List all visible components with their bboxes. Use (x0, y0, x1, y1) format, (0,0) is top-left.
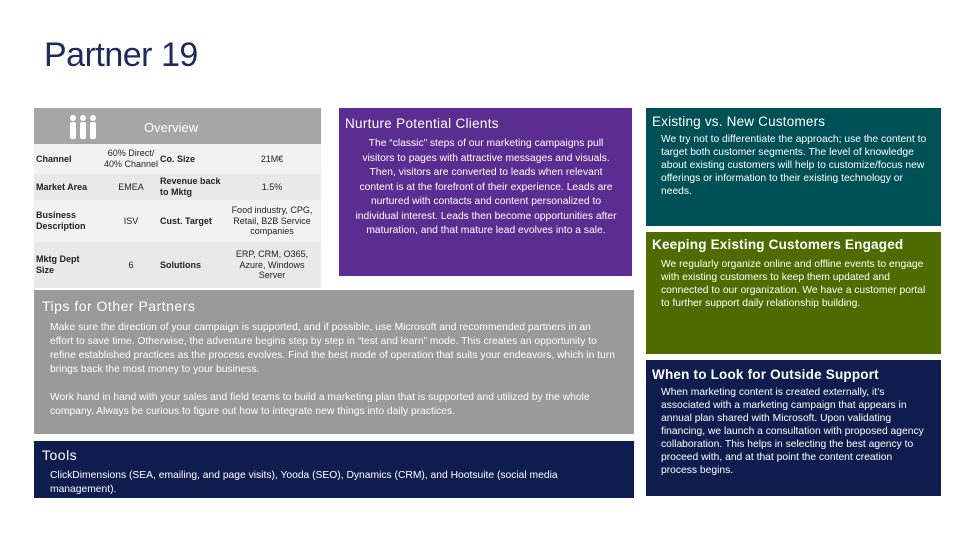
cell-value: 60% Direct/ 40% Channel (103, 148, 159, 169)
cell-label: Market Area (36, 181, 88, 192)
cell-value: ISV (123, 215, 139, 226)
existing-title: Existing vs. New Customers (652, 114, 826, 129)
keeping-engaged-panel (646, 232, 941, 354)
cell-label: Channel (36, 153, 72, 164)
cell-label: Revenue back to Mktg (160, 176, 221, 197)
outside-support-panel (646, 360, 941, 496)
cell-value: EMEA (118, 181, 144, 192)
tools-body: ClickDimensions (SEA, emailing, and page visits), Yooda (SEO), Dynamics (CRM), and Hootsuite (social media management). (50, 470, 558, 495)
existing-vs-new-panel (646, 108, 941, 226)
cell-value: 6 (128, 259, 134, 270)
cell-label: Cust. Target (160, 215, 212, 226)
cell-label: Mktg Dept Size (36, 254, 80, 275)
overview-header (34, 108, 321, 144)
nurture-title: Nurture Potential Clients (345, 116, 499, 131)
tools-title: Tools (42, 447, 78, 463)
overview-table (34, 108, 321, 288)
keeping-title: Keeping Existing Customers Engaged (652, 237, 904, 252)
cell-label: Business Description (36, 210, 86, 231)
people-icon (68, 114, 98, 140)
outside-body: When marketing content is created externally, it’s associated with a marketing campaign that appears in annual plan shared with Microsoft. Upon validating financing, we launch a consultation with proposed agency collaboration. This helps in selecting the best agency to proceed with, and at that point the content creation process begins. (661, 387, 924, 476)
cell-label: Co. Size (160, 153, 196, 164)
tools-panel (34, 441, 634, 498)
nurture-body: The “classic” steps of our marketing campaigns pull visitors to pages with attractive messages and visuals. Then, visitors are converted to leads when relevant content is at the forefront of their experience. Leads are nurtured with contacts and content personalized to individual interest. Leads then become opportunities after maturation, and that mature lead evolves into a sale. (355, 138, 617, 236)
existing-body: We try not to differentiate the approach; use the content to target both customer segments. The level of knowledge about existing customers will help to customize/focus new offerings or information to their existing technology or needs. (661, 134, 927, 197)
tips-panel (34, 290, 634, 434)
overview-title: Overview (144, 120, 199, 135)
tips-paragraph: Work hand in hand with your sales and field teams to build a marketing plan that is supported and utilized by the whole company. Always be curious to figure out how to integrate new things into daily practices. (50, 392, 590, 417)
tips-paragraph: Make sure the direction of your campaign is supported, and if possible, use Microsoft and recommended partners in an effort to save time. Otherwise, the adventure begins step by step in “test and learn” mode. This creates an opportunity to refine established practices as the process evolves. Find the best mode of operation that suits your endeavors, which in turn brings back the most money to your business. (50, 322, 615, 375)
nurture-panel (339, 108, 632, 276)
outside-title: When to Look for Outside Support (652, 367, 879, 382)
cell-label: Solutions (160, 259, 201, 270)
cell-value: 1.5% (261, 181, 283, 192)
cell-value: 21M€ (260, 153, 284, 164)
keeping-body: We regularly organize online and offline events to engage with existing customers to keep them updated and connected to our organization. We have a customer portal to further support daily relationship building. (661, 259, 926, 309)
cell-value: Food industry, CPG, Retail, B2B Service companies (231, 204, 313, 237)
slide-title: Partner 19 (44, 36, 198, 74)
cell-value: ERP, CRM, O365, Azure, Windows Server (235, 248, 309, 281)
tips-title: Tips for Other Partners (42, 298, 196, 314)
